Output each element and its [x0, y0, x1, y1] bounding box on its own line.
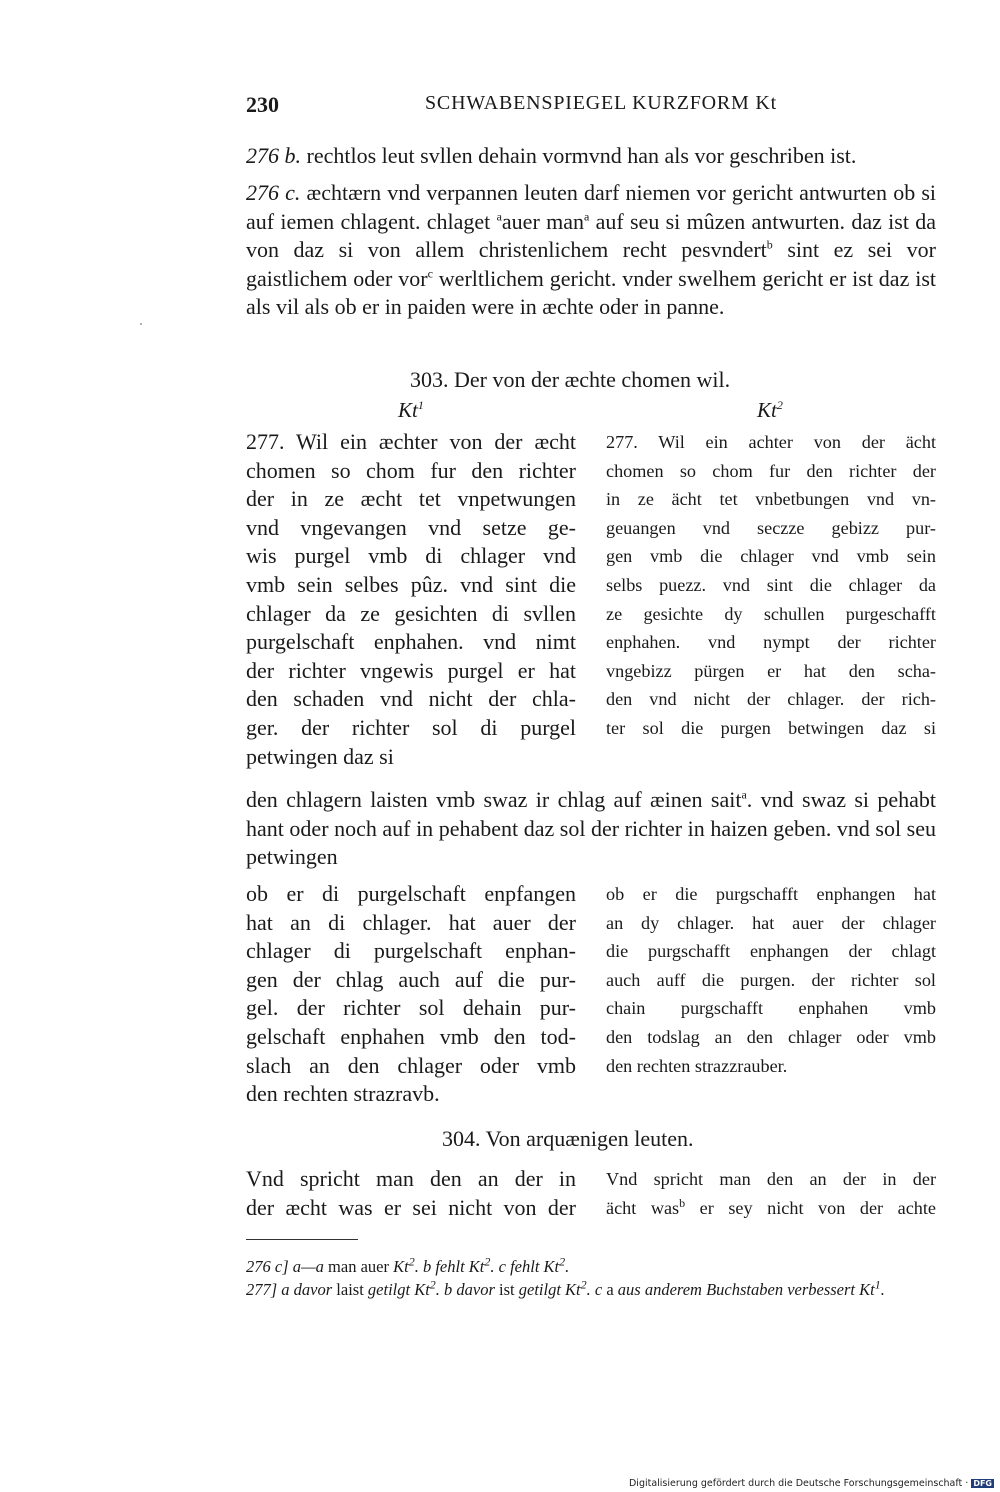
text-line: der in ze æcht tet vnpetwungen — [246, 486, 576, 512]
text-line: chlager da ze gesichten di svllen — [246, 600, 576, 626]
footnote-277: 277] a davor laist getilgt Kt$^2$. b davor ist getilgt Kt$^2$. c a aus anderem Buchstaben verbessert Kt$^1$. — [246, 1277, 885, 1299]
footnote-mark: a — [496, 209, 502, 224]
column-label-kt1: Kt$^1$ — [398, 398, 424, 422]
section-heading-303: 303. Der von der æchte chomen wil. — [410, 367, 731, 392]
paragraph-276c — [246, 179, 936, 322]
footnote-mark: b — [766, 237, 773, 252]
text-line: chlager di purgelschaft enphan- — [246, 938, 576, 964]
column-label-kt2: Kt$^2$ — [757, 398, 783, 422]
text-line: auch auff die purgen. der richter sol — [606, 969, 936, 990]
continuation-paragraph: den chlagern laisten vmb swaz ir chlag auf æinen sait$^a$. vnd swaz si pehabt hant oder noch auf in pehabent daz sol der richter in haizen geben. vnd sol seu petwingen — [246, 787, 936, 870]
section-heading-304: 304. Von arquænigen leuten. — [442, 1126, 694, 1151]
paragraph-text: werltlichem gericht. vnder swelhem gericht er ist daz ist als vil als ob er in paiden were in æchte oder in panne. — [246, 265, 936, 320]
column-kt1-continued — [246, 880, 576, 1112]
text-line: ob er di purgelschaft enpfangen — [246, 881, 576, 906]
footnote-rule — [246, 1239, 358, 1240]
text-line: 277. Wil ein æchter von der æcht — [246, 429, 576, 454]
text-line: gen der chlag auch auf die pur- — [246, 966, 576, 992]
text-line: wis purgel vmb di chlager vnd — [246, 543, 576, 569]
footnote-mark: a — [741, 787, 747, 802]
text-line: enphahen. vnd nympt der richter — [606, 632, 936, 653]
footnote-mark: b — [679, 1195, 686, 1210]
paragraph-number: 276 c. — [246, 180, 301, 205]
footnote-276c: 276 c] a—a man auer Kt$^2$. b fehlt Kt$^2$. c fehlt Kt$^2$. — [246, 1254, 570, 1276]
column-kt2-277 — [606, 428, 936, 748]
footnote-mark: a — [583, 209, 590, 224]
text-line: chomen so chom fur den richter der — [606, 460, 936, 481]
text-line: ze gesichte dy schullen purgeschafft — [606, 603, 936, 624]
digitization-credit: Digitalisierung gefördert durch die Deutsche Forschungsgemeinschaft · DFG — [628, 1478, 992, 1489]
text-line: slach an den chlager oder vmb — [246, 1052, 576, 1078]
text-line: gel. der richter sol dehain pur- — [246, 995, 576, 1021]
text-line: ob er die purgschafft enphangen hat — [606, 884, 936, 904]
dfg-logo-icon: DFG — [973, 1479, 992, 1488]
column-kt2-continued — [606, 880, 936, 1085]
text-line: ter sol die purgen betwingen daz si — [606, 718, 936, 738]
text-line: den rechten strazravb. — [246, 1081, 440, 1107]
text-line: den rechten strazzrauber. — [606, 1055, 788, 1076]
paragraph-276b — [246, 142, 936, 171]
text-line: geuangen vnd seczze gebizz pur- — [606, 517, 936, 538]
text-line: gelschaft enphahen vmb den tod- — [246, 1024, 576, 1049]
text-line: gen vmb die chlager vnd vmb sein — [606, 546, 936, 567]
paragraph-text: sint ez sei vor gaistlichem oder vor — [246, 237, 936, 291]
text-line: chain purgschafft enphahen vmb — [606, 998, 936, 1019]
text-line: purgelschaft enphahen. vnd nimt — [246, 629, 576, 655]
page-number: 230 — [246, 92, 279, 117]
column-kt2-304 — [606, 1165, 936, 1225]
column-kt1-277 — [246, 428, 576, 772]
text-line: Vnd spricht man den an der in der — [606, 1169, 936, 1189]
text-line: chomen so chom fur den richter — [246, 457, 576, 483]
text-line: petwingen daz si — [246, 743, 394, 769]
text-line: den schaden vnd nicht der chla- — [246, 686, 576, 712]
text-line: den todslag an den chlager oder vmb — [606, 1027, 936, 1047]
text-line: der æcht was er sei nicht von der — [246, 1194, 576, 1220]
text-line: den vnd nicht der chlager. der rich- — [606, 689, 936, 710]
paragraph-number: 276 b. — [246, 143, 301, 168]
footnote-mark: c — [427, 266, 433, 281]
text-line: ger. der richter sol di purgel — [246, 715, 576, 740]
text-line: vmb sein selbes pûz. vnd sint die — [246, 572, 576, 597]
text-line: in ze ächt tet vnbetbungen vnd vn- — [606, 489, 936, 510]
paragraph-text: auer man — [501, 208, 584, 234]
text-line: selbs puezz. vnd sint die chlager da — [606, 575, 936, 595]
column-kt1-304 — [246, 1165, 576, 1225]
text-line: vnd vngevangen vnd setze ge- — [246, 514, 576, 540]
text-line: 277. Wil ein achter von der ächt — [606, 432, 936, 452]
paragraph-text: rechtlos leut svllen dehain vormvnd han als vor geschriben ist. — [301, 143, 857, 168]
scan-speck — [140, 323, 142, 325]
paragraph-text: æchtærn vnd verpannen leuten darf niemen vor gericht antwurten ob si auf iemen chlagent. chlaget — [246, 180, 936, 234]
text-line: an dy chlager. hat auer der chlager — [606, 912, 936, 933]
running-title: SCHWABENSPIEGEL KURZFORM Kt — [425, 92, 778, 114]
text-line: die purgschafft enphangen der chlagt — [606, 941, 936, 962]
text-line: ächt was$^b$ er sey nicht von der achte — [606, 1195, 937, 1218]
text-line: vngebizz pürgen er hat den scha- — [606, 660, 936, 681]
text-line: Vnd spricht man den an der in — [246, 1166, 576, 1191]
text-line: der richter vngewis purgel er hat — [246, 657, 576, 683]
text-line: hat an di chlager. hat auer der — [246, 909, 576, 935]
paragraph-text: auf seu si mûzen antwurten. daz ist da von daz si von allem christenlichem recht pesvndert — [246, 208, 937, 263]
